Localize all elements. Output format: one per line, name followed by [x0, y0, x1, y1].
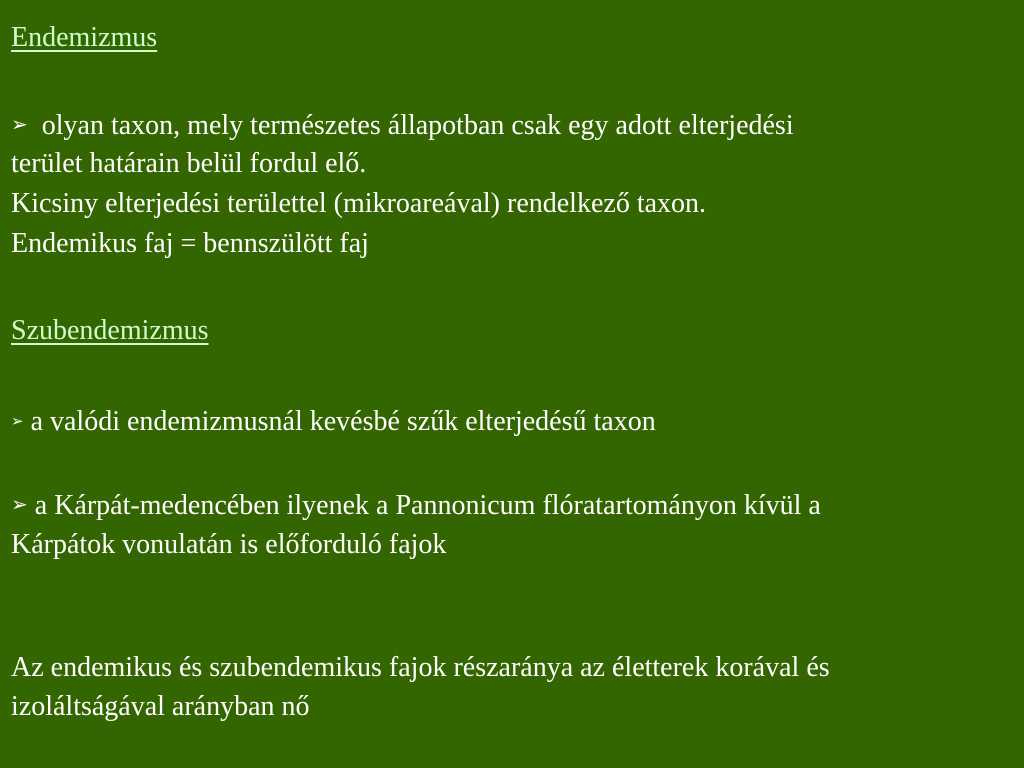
conclusion-line1: Az endemikus és szubendemikus fajok részaránya az életterek korával és [11, 652, 830, 683]
arrow-bullet-icon: ➢ [11, 492, 28, 516]
subendemism-bullet1-text: a valódi endemizmusnál kevésbé szűk elterjedésű taxon [30, 406, 656, 437]
subendemism-bullet2-line1 [11, 486, 821, 524]
subendemism-heading: Szubendemizmus [11, 315, 209, 346]
endemism-microarea-line: Kicsiny elterjedési területtel (mikroareával) rendelkező taxon. [11, 188, 707, 219]
arrow-bullet-icon: ➢ [11, 412, 24, 430]
endemism-synonym-line: Endemikus faj = bennszülött faj [11, 228, 369, 259]
endemism-definition-line1 [11, 106, 794, 144]
subendemism-bullet2-text: a Kárpát-medencében ilyenek a Pannonicum flóratartományon kívül a [34, 490, 821, 521]
arrow-bullet-icon: ➢ [11, 112, 28, 136]
subendemism-bullet1 [11, 403, 656, 440]
endemism-definition-text: olyan taxon, mely természetes állapotban csak egy adott elterjedési [41, 110, 794, 141]
endemism-heading: Endemizmus [11, 22, 158, 53]
conclusion-line2: izoláltságával arányban nő [11, 691, 310, 722]
subendemism-bullet2-line2: Kárpátok vonulatán is előforduló fajok [11, 529, 447, 560]
endemism-definition-line2: terület határain belül fordul elő. [11, 148, 367, 179]
